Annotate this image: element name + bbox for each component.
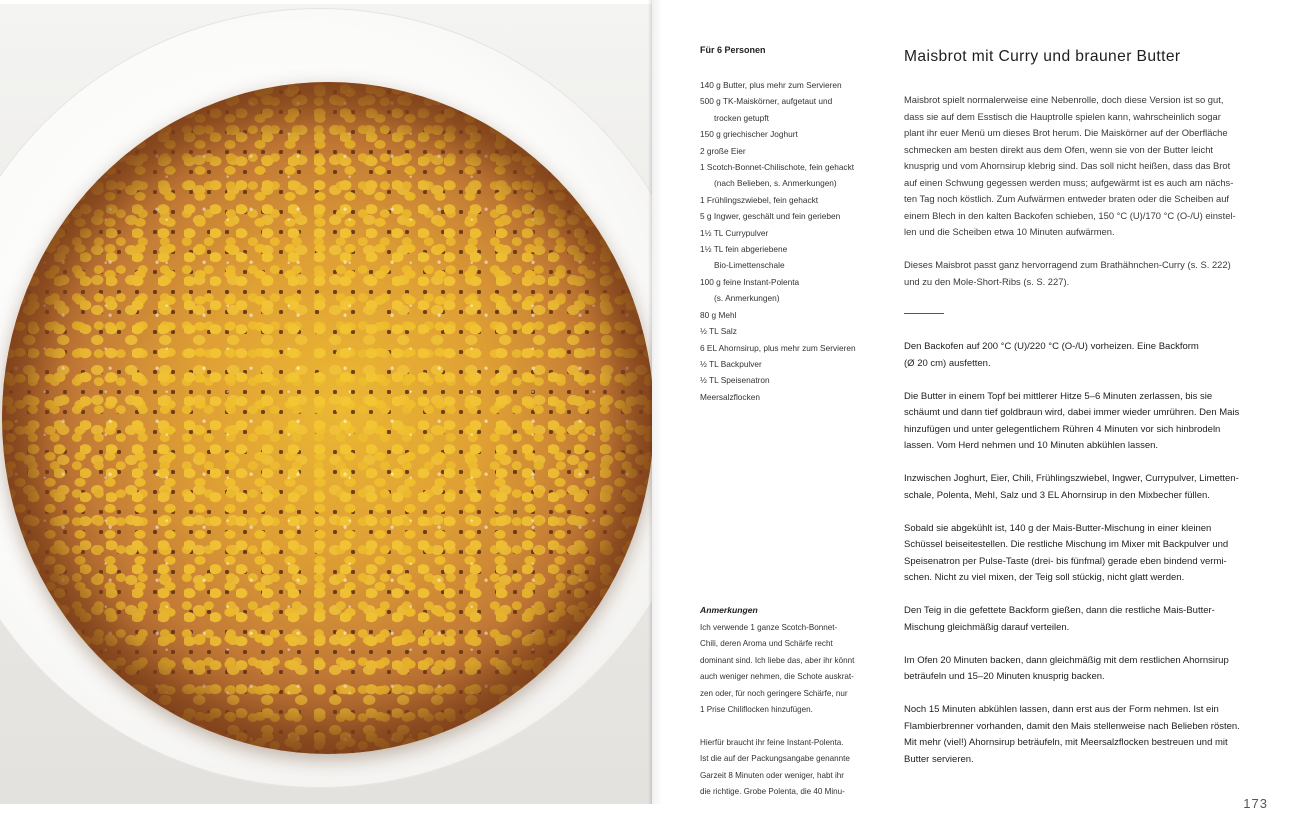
step-paragraph-line: schale, Polenta, Mehl, Salz und 3 EL Ahornsirup in den Mixbecher füllen. (904, 489, 1210, 501)
step-paragraph-line: Im Ofen 20 Minuten backen, dann gleichmäßig mit dem restlichen Ahornsirup (904, 654, 1229, 666)
ingredient-item-continued: (s. Anmerkungen) (714, 293, 780, 304)
intro-paragraph-line: Maisbrot spielt normalerweise eine Nebenrolle, doch diese Version ist so gut, (904, 94, 1224, 105)
note-line: die richtige. Grobe Polenta, die 40 Minu- (700, 787, 845, 797)
step-paragraph (904, 389, 1274, 455)
step-paragraph-line: Mischung gleichmäßig darauf verteilen. (904, 621, 1070, 633)
note-line: Hierfür braucht ihr feine Instant-Polenta. (700, 737, 844, 747)
ingredient-item: 2 große Eier (700, 145, 746, 156)
cornbread-image (2, 82, 652, 754)
step-paragraph-line: beträufeln und 15–20 Minuten knusprig backen. (904, 671, 1105, 682)
note-paragraph (700, 735, 875, 801)
ingredient-item: ½ TL Backpulver (700, 358, 762, 369)
recipe-page (652, 0, 1304, 811)
page-edge (0, 0, 652, 4)
recipe-intro (904, 92, 1274, 307)
intro-paragraph-line: einem Blech in den kalten Backofen schieben, 150 °C (U)/170 °C (O-/U) einstel- (904, 209, 1236, 221)
intro-paragraph-line: Dieses Maisbrot passt ganz hervorragend zum Brathähnchen-Curry (s. S. 222) (904, 259, 1231, 270)
ingredient-item: ½ TL Speisenatron (700, 375, 770, 386)
ingredient-item: 1 Scotch-Bonnet-Chilischote, fein gehackt (700, 162, 855, 173)
step-paragraph-line: (Ø 20 cm) ausfetten. (904, 357, 991, 369)
step-paragraph-line: Mit mehr (viel!) Ahornsirup beträufeln, mit Meersalzflocken bestreuen und mit (904, 737, 1228, 748)
ingredient-item: Meersalzflocken (700, 391, 760, 402)
step-paragraph-line: schen. Nicht zu viel mixen, der Teig soll stückig, nicht glatt werden. (904, 572, 1185, 583)
step-paragraph (904, 603, 1274, 636)
intro-paragraph-line: knusprig und vom Ahornsirup klebrig sind. Das soll nicht heißen, dass das Brot (904, 160, 1231, 171)
step-paragraph-line: Butter servieren. (904, 753, 974, 765)
intro-paragraph-line: und zu den Mole-Short-Ribs (s. S. 227). (904, 275, 1070, 287)
note-line: 1 Prise Chiliflocken hinzufügen. (700, 705, 813, 715)
ingredient-item: 1 Frühlingszwiebel, fein gehackt (700, 194, 819, 205)
intro-paragraph-line: plant ihr euer Menü um dieses Brot herum. Die Maiskörner auf der Oberfläche (904, 127, 1228, 138)
step-paragraph (904, 702, 1274, 768)
step-paragraph-line: Flambierbrenner vorhanden, damit den Mais stellenweise nach Belieben rösten. (904, 720, 1240, 732)
ingredient-item: 140 g Butter, plus mehr zum Servieren (700, 80, 842, 90)
step-paragraph-line: Schüssel beiseitestellen. Die restliche Mischung im Mixer mit Backpulver und (904, 539, 1229, 550)
bread-crust (2, 82, 652, 754)
recipe-title: Maisbrot mit Curry und brauner Butter (904, 48, 1181, 66)
divider (904, 313, 944, 314)
recipe-steps (904, 339, 1274, 785)
recipe-photo (0, 0, 652, 804)
ingredient-item: 80 g Mehl (700, 309, 737, 320)
step-paragraph-line: Speisenatron per Pulse-Taste (drei- bis fünfmal) gerade eben bindend vermi- (904, 555, 1227, 567)
intro-paragraph-line: schmecken am besten direkt aus dem Ofen, wenn sie von der Butter leicht (904, 143, 1214, 155)
notes-heading: Anmerkungen (700, 605, 758, 615)
step-paragraph-line: Den Teig in die gefettete Backform gießen, dann die restliche Mais-Butter- (904, 605, 1215, 616)
intro-paragraph (904, 257, 1274, 290)
step-paragraph-line: hinzufügen und unter gelegentlichem Rühren 4 Minuten vor sich hinbrodeln (904, 423, 1221, 435)
intro-paragraph (904, 92, 1274, 241)
ingredient-item: ½ TL Salz (700, 326, 737, 337)
ingredient-item-continued: Bio-Limettenschale (714, 260, 785, 271)
step-paragraph-line: Sobald sie abgekühlt ist, 140 g der Mais-Butter-Mischung in einer kleinen (904, 522, 1212, 534)
step-paragraph (904, 521, 1274, 587)
note-line: Ist die auf der Packungsangabe genannte (700, 754, 850, 764)
ingredient-item: 6 EL Ahornsirup, plus mehr zum Servieren (700, 342, 856, 353)
ingredient-item-continued: trocken getupft (714, 112, 769, 123)
gutter-shadow (652, 0, 662, 804)
servings-label: Für 6 Personen (700, 45, 766, 55)
step-paragraph (904, 339, 1274, 372)
note-line: dominant sind. Ich liebe das, aber ihr könnt (700, 655, 855, 665)
intro-paragraph-line: auf einen Schwung gegessen werden muss; aufgewärmt ist es auch am nächs- (904, 176, 1234, 188)
ingredient-item: 100 g feine Instant-Polenta (700, 276, 800, 287)
ingredient-item: 500 g TK-Maiskörner, aufgetaut und (700, 96, 833, 107)
note-line: auch weniger nehmen, die Schote auskrat- (700, 672, 854, 682)
step-paragraph-line: lassen. Vom Herd nehmen und 10 Minuten abkühlen lassen. (904, 440, 1159, 451)
step-paragraph-line: Noch 15 Minuten abkühlen lassen, dann erst aus der Form nehmen. Ist ein (904, 704, 1219, 715)
notes-text (700, 620, 875, 817)
intro-paragraph-line: len und die Scheiben etwa 10 Minuten aufwärmen. (904, 226, 1115, 237)
note-line: Chili, deren Aroma und Schärfe recht (700, 639, 833, 649)
intro-paragraph-line: ten Tag noch köstlich. Zum Aufwärmen entweder braten oder die Scheiben auf (904, 193, 1230, 204)
ingredient-item: 150 g griechischer Joghurt (700, 129, 798, 140)
ingredient-list (700, 77, 880, 405)
note-line: zen oder, für noch geringere Schärfe, nur (700, 688, 848, 698)
step-paragraph-line: Den Backofen auf 200 °C (U)/220 °C (O-/U) vorheizen. Eine Backform (904, 341, 1199, 352)
step-paragraph (904, 471, 1274, 504)
ingredient-item: 1½ TL fein abgeriebene (700, 244, 788, 255)
ingredient-item: 5 g Ingwer, geschält und fein gerieben (700, 211, 841, 222)
note-line: Garzeit 8 Minuten oder weniger, habt ihr (700, 770, 844, 780)
ingredient-item: 1½ TL Currypulver (700, 227, 769, 238)
intro-paragraph-line: dass sie auf dem Esstisch die Hauptrolle spielen kann, wahrscheinlich sogar (904, 110, 1221, 122)
step-paragraph (904, 653, 1274, 686)
note-line: Ich verwende 1 ganze Scotch-Bonnet- (700, 623, 838, 632)
step-paragraph-line: Die Butter in einem Topf bei mittlerer Hitze 5–6 Minuten zerlassen, bis sie (904, 390, 1213, 402)
step-paragraph-line: Inzwischen Joghurt, Eier, Chili, Frühlingszwiebel, Ingwer, Currypulver, Limetten- (904, 473, 1239, 484)
step-paragraph-line: schäumt und dann tief goldbraun wird, dabei immer wieder umrühren. Den Mais (904, 407, 1240, 418)
ingredient-item-continued: (nach Belieben, s. Anmerkungen) (714, 178, 837, 189)
note-paragraph (700, 620, 875, 718)
page-number: 173 (1243, 796, 1268, 811)
